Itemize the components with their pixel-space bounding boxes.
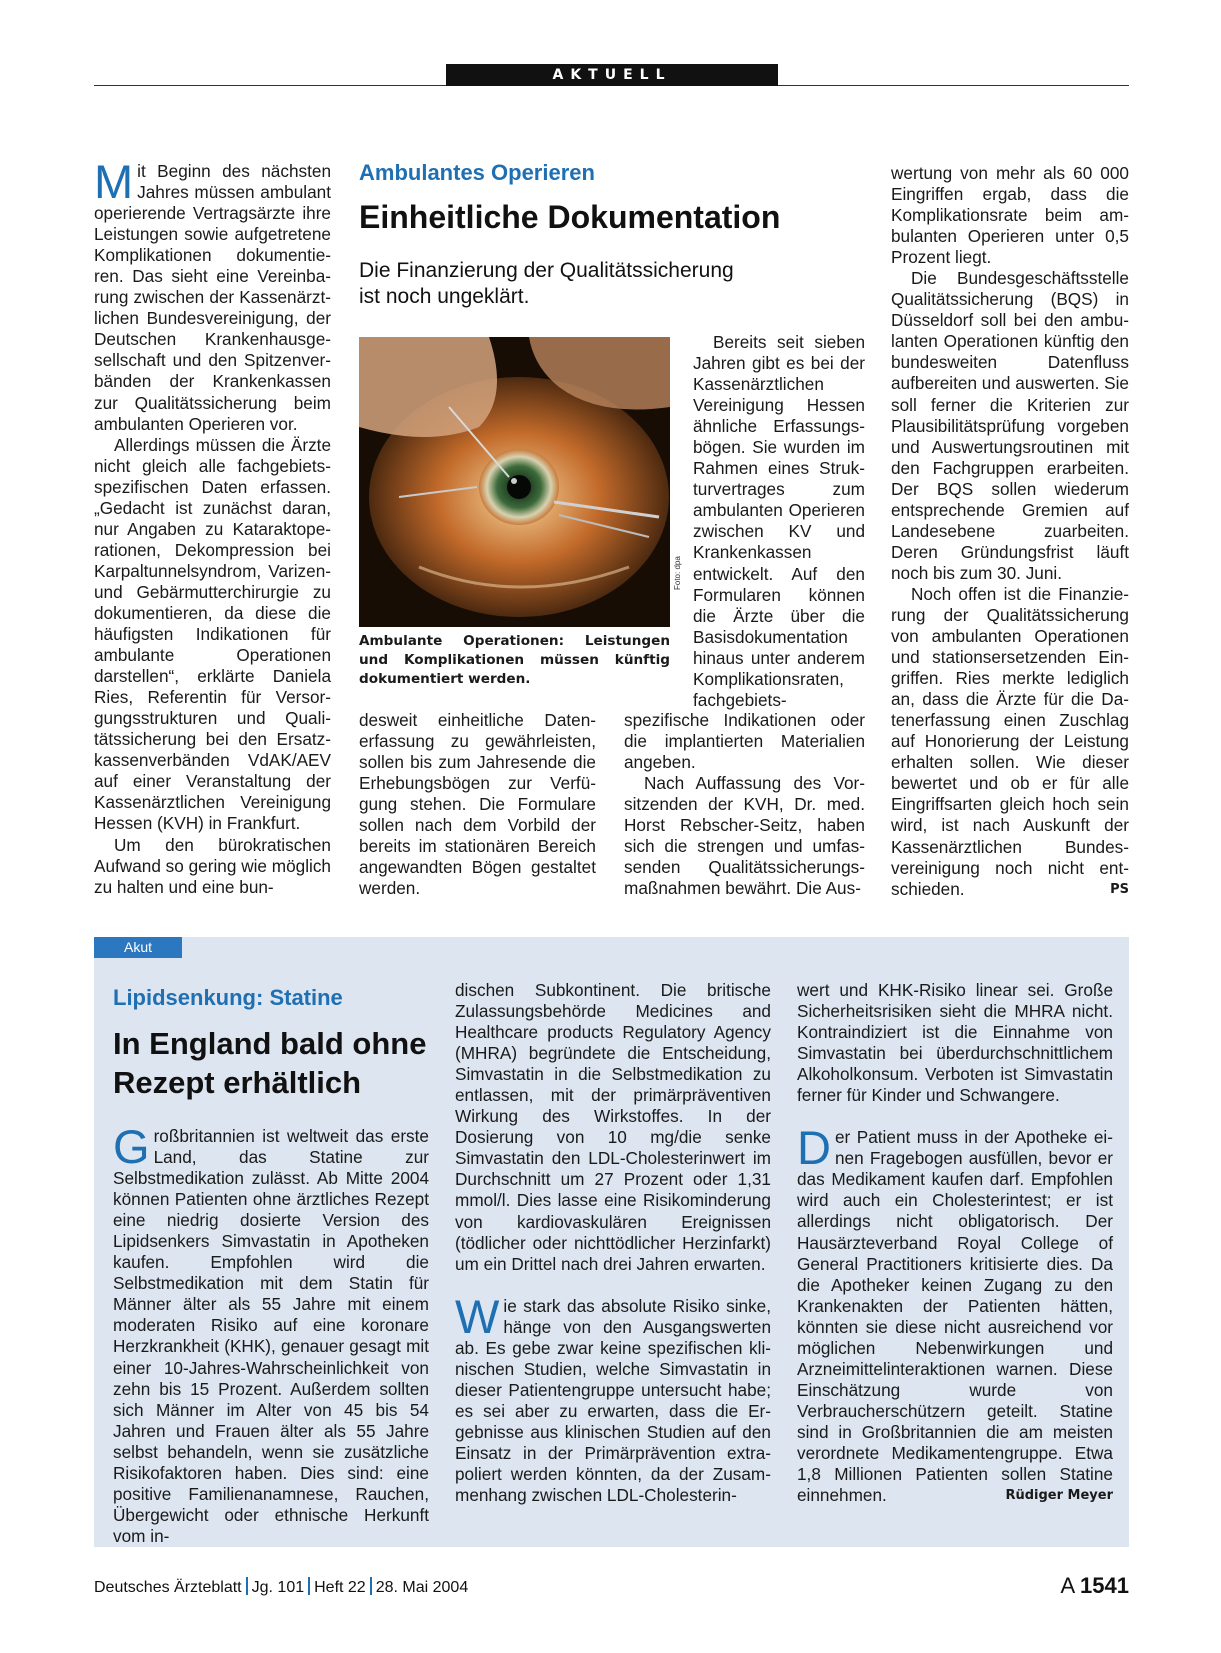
author-signature: Rüdiger Meyer [1005,1488,1113,1504]
paragraph: Um den bürokratischen Aufwand so gering wie möglich zu halten und eine bun- [94,834,331,897]
paragraph: it Beginn des nächsten Jahres müssen ambulant operierende Vertragsärzte ihre Leistungen sowie aufgetretene Komplikationen dokumentieren. Das sieht eine Vereinbarung zwischen der Kassenärztlichen Bundesvereinigung, der Deutschen Krankenhausgesellschaft und den Spitzenverbänden der Krankenkassen zur Qualitätssicherung beim ambulanten Operieren vor. [94,161,331,434]
article2-column-2 [455,980,771,1506]
paragraph: desweit einheitliche Datenerfassung zu gewährleisten, sollen bis zum Jahresende die Erhebungsbögen zur Verfügung stehen. Die Formulare sollen nach dem Vorbild der bereits im stationären Bereich angewandten Bögen gestaltet werden. [359,710,596,899]
footer-separator [246,1577,248,1595]
surgery-photo [359,337,670,627]
eye-surgery-image [359,337,670,627]
footer-separator [308,1577,310,1595]
article1-column-3-bottom [624,710,865,899]
article1-column-2 [359,710,596,899]
article2-title: In England bald ohne Rezept erhältlich [113,1026,427,1100]
footer-separator [370,1577,372,1595]
paragraph: ie stark das absolute Risiko sinke, hänge von den Ausgangswerten ab. Es gebe zwar keine spezifischen klinischen Studien, welche Simvastatin in dieser Patientengruppe untersucht habe; es sei aber zu erwarten, dass die Ergebnisse aus klinischen Studien auf den Einsatz in der Primärprävention extrapoliert werden könnten, da der Zusammenhang zwischen LDL-Cholesterin- [455,1295,771,1506]
box-tab: Akut [94,937,182,958]
article1-column-3-top [693,332,865,711]
paragraph: Nach Auffassung des Vorsitzenden der KVH, Dr. med. Horst Rebscher-Seitz, haben sich die strengen und umfassenden Qualitätssicherungsmaßnahmen bewährt. Die Aus- [624,773,865,899]
paragraph: wert und KHK-Risiko linear sei. Große Sicherheitsrisiken sieht die MHRA nicht. Kontraindiziert ist die Einnahme von Simvastatin bei überdurchschnittlichem Alkoholkonsum. Verboten ist Simvastatin ferner für Kinder und Schwangere. [797,980,1113,1106]
article2-kicker: Lipidsenkung: Statine [113,985,343,1010]
article2-column-1 [113,1120,429,1547]
dropcap: W [455,1289,500,1343]
article1-column-4 [891,163,1129,900]
article1-title: Einheitliche Dokumentation [359,199,781,235]
footer [94,1577,468,1597]
photo-credit: Foto: dpa [673,556,682,590]
issue: Heft 22 [314,1579,366,1596]
paragraph: Die Bundesgeschäftsstelle Qualitätssicherung (BQS) in Düsseldorf soll bei den ambulanten Operationen künftig den bundesweiten Datenfluss aufbereiten und auswerten. Sie soll ferner die Kriterien zur Plausibilitätsprüfung vorgeben und Auswertungsroutinen mit den Fachgruppen erarbeiten. Der BQS sollen wiederum entsprechende Gremien auf Landesebene zuarbeiten. Deren Gründungsfrist läuft noch bis zum 30. Juni. [891,268,1129,583]
article1-kicker: Ambulantes Operieren [359,160,595,185]
paragraph: spezifische Indikationen oder die implantierten Materialien angeben. [624,710,865,773]
page-number [1060,1573,1129,1599]
dropcap: D [797,1121,831,1175]
paragraph: er Patient muss in der Apotheke einen Fragebogen ausfüllen, bevor er das Medikament kaufen darf. Empfohlen wird auch ein Cholesterintest; er ist allerdings nicht obligatorisch. Der Hausärzteverband Royal College of General Practitioners kritisierte dies. Da die Apotheker keinen Zugang zu den Krankenakten der Patienten hätten, könnten sie diese nicht ausreichend vor möglichen Nebenwirkungen und Arzneimittelinteraktionen warnen. Diese Einschätzung wurde von Verbraucherschützern geteilt. Statine sind in Großbritannien die am meisten verordnete Medikamentengruppe. Etwa 1,8 Millionen Patienten sollen Statine einnehmen. [797,1127,1113,1506]
dropcap: G [113,1120,150,1173]
author-signature: PS [1110,881,1129,897]
paragraph: roßbritannien ist weltweit das erste Land, das Statine zur Selbstmedikation zulässt. Ab Mitte 2004 können Patienten ohne ärztliches Rezept eine niedrig dosierte Version des Lipidsenkers Simvastatin in Apotheken kaufen. Empfohlen wird die Selbstmedikation mit dem Statin für Männer älter als 55 Jahre mit einem moderaten Risiko auf eine koronare Herzkrankheit (KHK), genauer gesagt mit einer 10-Jahres-Wahrscheinlichkeit von zehn bis 15 Prozent. Außerdem sollten sich Männer im Alter von 45 bis 54 Jahren und Frauen älter als 55 Jahre selbst behandeln, wenn sie zusätzliche Risikofaktoren haben. Dies sind: eine positive Familienanamnese, Rauchen, Übergewicht oder ethnische Herkunft vom in- [113,1126,429,1546]
paragraph: Allerdings müssen die Ärzte nicht gleich alle fachgebietsspezifischen Daten erfassen. „Gedacht ist zunächst daran, nur Angaben zu Kataraktoperationen, Dekompression bei Karpaltunnelsyndrom, Varizen- und Gebärmutterchirurgie zu dokumentieren, da diese die häufigsten Indikationen für ambulante Operationen darstellen“, erklärte Daniela Ries, Referentin für Versorgungsstrukturen und Qualitätssicherung bei den Ersatzkassenverbänden VdAK/AEV auf einer Veranstaltung der Kassenärztlichen Vereinigung Hessen (KVH) in Frankfurt. [94,434,331,834]
paragraph: wertung von mehr als 60 000 Eingriffen ergab, dass die Komplikationsrate beim ambulanten Operieren unter 0,5 Prozent liegt. [891,163,1129,268]
article2-column-3 [797,980,1113,1506]
paragraph: dischen Subkontinent. Die britische Zulassungsbehörde Medicines and Healthcare products Regulatory Agency (MHRA) begründete die Entscheidung, Simvastatin in die Selbstmedikation zu entlassen, mit der primärpräventiven Wirkung des Wirkstoffes. In der Dosierung von 10 mg/die senke Simvastatin den LDL-Cholesterinwert im Durchschnitt um 27 Prozent oder 1,31 mmol/l. Dies lasse eine Risikominderung von kardiovaskulären Ereignissen (tödlicher oder nichttödlicher Herzinfarkt) um ein Drittel nach drei Jahren erwarten. [455,980,771,1274]
section-label: AKTUELL [446,64,778,86]
page-number-value: 1541 [1080,1573,1129,1598]
page-prefix: A [1060,1573,1074,1598]
paragraph: Bereits seit sieben Jahren gibt es bei der Kassenärztlichen Vereinigung Hessen ähnliche Erfassungsbögen. Sie wurden im Rahmen eines Strukturvertrages zum ambulanten Operieren zwischen KV und Krankenkassen entwickelt. Auf den Formularen können die Ärzte über die Basisdokumentation hinaus unter anderem Komplikationsraten, fachgebiets- [693,332,865,710]
issue-date: 28. Mai 2004 [375,1579,469,1596]
article1-lead: Die Finanzierung der Qualitätssicherung ist noch ungeklärt. [359,259,734,308]
volume: Jg. 101 [251,1579,305,1596]
journal-name: Deutsches Ärzteblatt [94,1579,242,1596]
photo-caption: Ambulante Operationen: Leistungen und Komplikationen müssen künftig dokumentiert werden. [359,633,670,687]
dropcap: M [94,155,134,208]
paragraph: Noch offen ist die Finanzierung der Qualitätssicherung von ambulanten Operationen und stationsersetzenden Eingriffen. Ries merkte lediglich an, dass die Ärzte für die Datenerfassung einen Zuschlag auf Honorierung der Leistung erhalten sollen. Wie dieser bewertet und ob er für alle Eingriffsarten gleich hoch sein wird, ist nach Auskunft der Kassenärztlichen Bundesvereinigung noch nicht entschieden. [891,583,1129,899]
article1-column-1 [94,155,331,898]
